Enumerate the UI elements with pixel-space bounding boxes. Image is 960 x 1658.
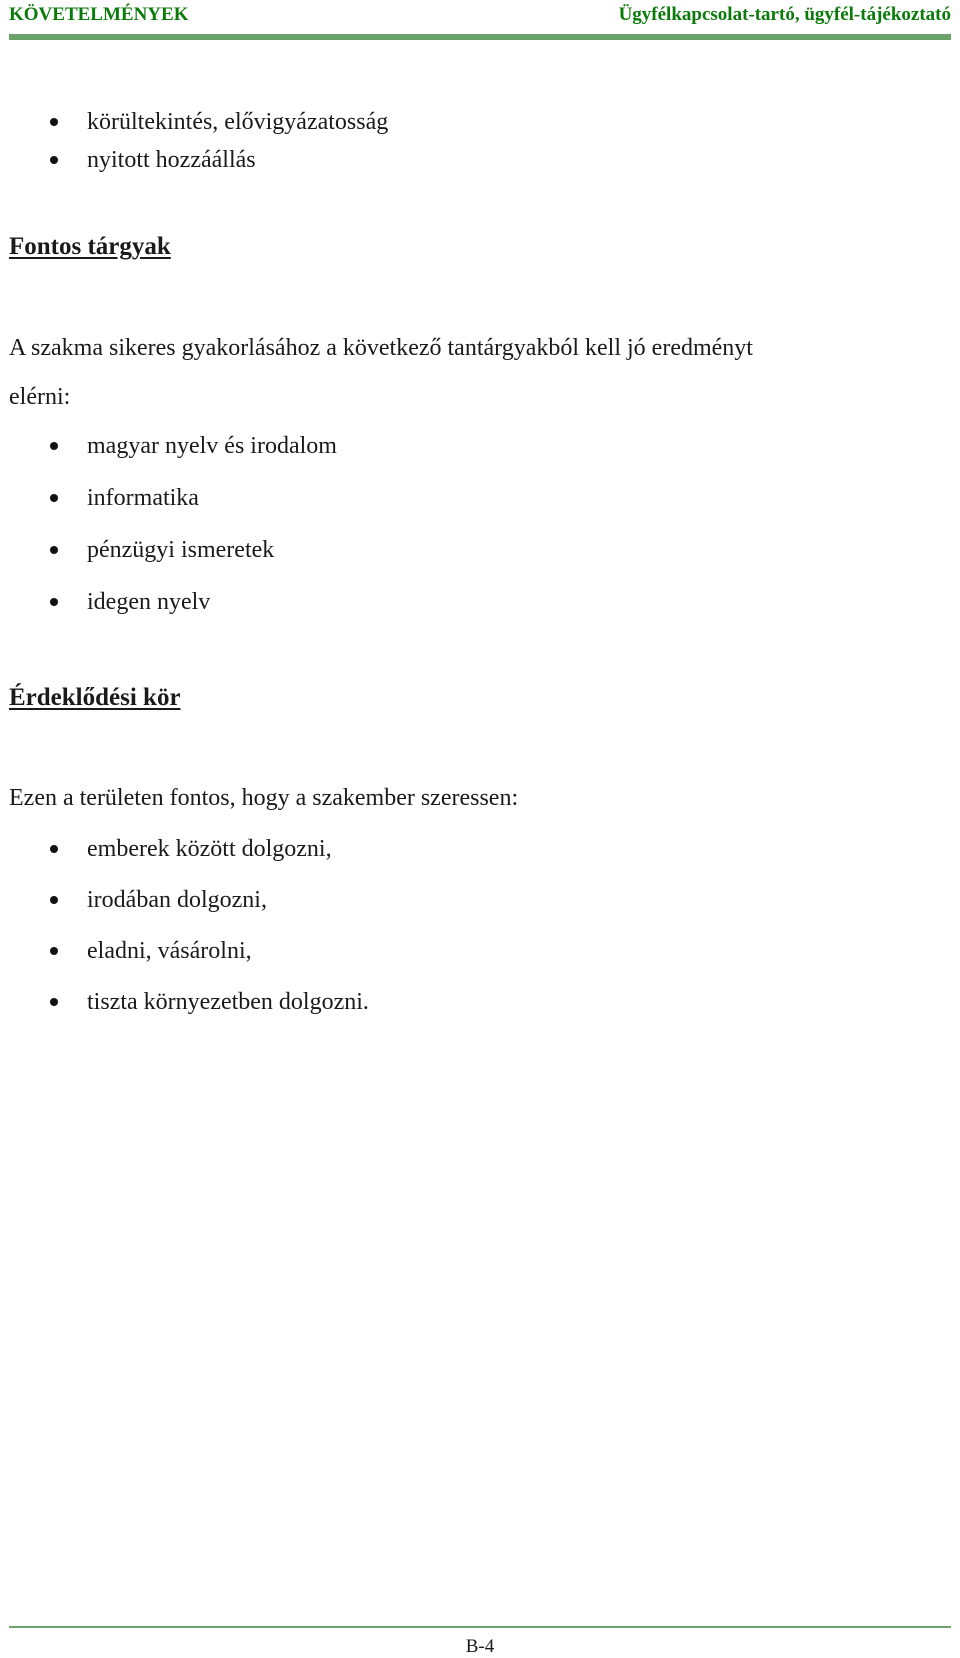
header-divider [9, 34, 951, 40]
header-right-title: Ügyfélkapcsolat-tartó, ügyfél-tájékoztató [618, 4, 951, 25]
section-heading-interests: Érdeklődési kör [9, 684, 181, 711]
bullet-icon [50, 896, 58, 904]
bullet-icon [50, 845, 58, 853]
list-item: tiszta környezetben dolgozni. [46, 989, 369, 1015]
bullet-icon [50, 118, 58, 126]
subjects-list [46, 433, 337, 615]
bullet-icon [50, 156, 58, 164]
section-heading-subjects: Fontos tárgyak [9, 233, 171, 260]
trait-list [46, 109, 388, 173]
page-header [9, 2, 951, 32]
list-item: informatika [46, 485, 337, 511]
bullet-icon [50, 494, 58, 502]
subjects-intro-line1: A szakma sikeres gyakorlásához a következő tantárgyakból kell jó eredményt [9, 335, 753, 361]
footer-divider [9, 1626, 951, 1628]
bullet-icon [50, 947, 58, 955]
interests-list [46, 836, 369, 1015]
list-item: idegen nyelv [46, 589, 337, 615]
subjects-intro-line2: elérni: [9, 384, 71, 410]
bullet-icon [50, 442, 58, 450]
interests-intro: Ezen a területen fontos, hogy a szakember szeressen: [9, 785, 519, 811]
list-item: emberek között dolgozni, [46, 836, 369, 862]
list-item: eladni, vásárolni, [46, 938, 369, 964]
bullet-icon [50, 546, 58, 554]
list-item: nyitott hozzáállás [46, 147, 388, 173]
bullet-icon [50, 598, 58, 606]
list-item: körültekintés, elővigyázatosság [46, 109, 388, 135]
page-number: B-4 [465, 1636, 495, 1657]
list-item: pénzügyi ismeretek [46, 537, 337, 563]
bullet-icon [50, 998, 58, 1006]
list-item: irodában dolgozni, [46, 887, 369, 913]
list-item: magyar nyelv és irodalom [46, 433, 337, 459]
header-left-title: KÖVETELMÉNYEK [9, 4, 189, 25]
